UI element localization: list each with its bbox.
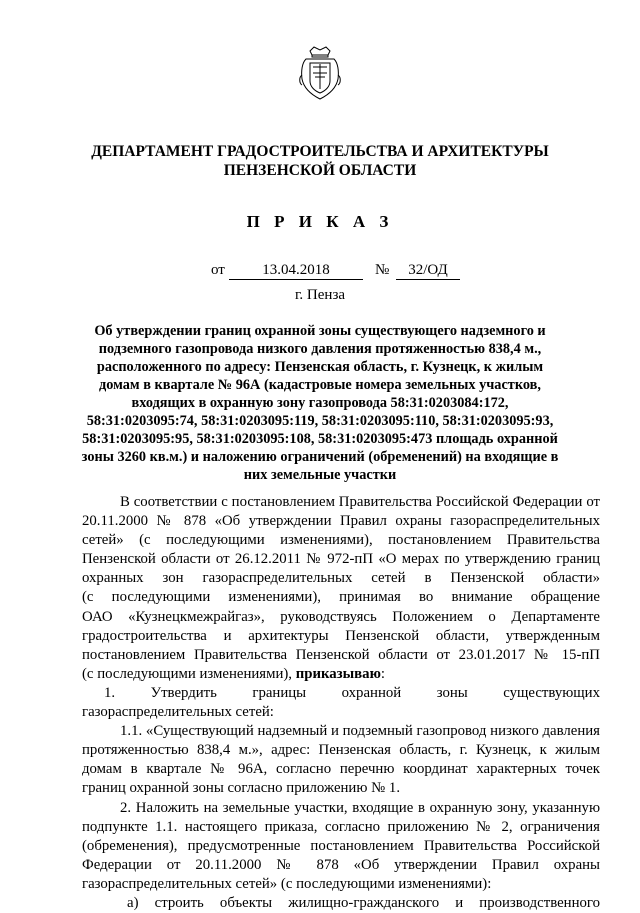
order-body [82,493,600,913]
coat-of-arms-emblem [298,45,342,101]
title-line: домам в квартале № 96А (кадастровые номера земельных участков, [99,377,541,393]
title-line: зоны 3260 кв.м.) и наложению ограничений (обременений) на входящие в [81,449,559,465]
body-line: постановлением Правительства Пензенской области от 23.01.2017 № 15-пП [82,646,600,663]
body-line: (обременения), предусмотренные постановлением Правительства Российской [82,837,600,854]
body-line: протяженностью 838,4 м.», адрес: Пензенская область, г. Кузнецк, к жилым [82,742,600,759]
body-line: охранных зон газораспределительных сетей в Пензенской области» [82,570,600,587]
title-line: 58:31:0203095:95, 58:31:0203095:108, 58:31:0203095:473 площадь охранной [82,431,558,447]
title-line: подземного газопровода низкого давления протяженностью 838,4 м., [98,341,542,357]
order-heading: П Р И К А З [246,212,394,231]
title-line: входящих в охранную зону газопровода 58:31:0203084:172, [131,395,509,411]
title-line: них земельные участки [243,467,397,483]
order-date: 13.04.2018 [229,262,363,280]
body-line: а) строить объекты жилищно-гражданского и производственного [127,894,600,911]
body-line: газораспределительных сетей» (с последующими изменениями): [82,875,492,892]
department-name-line1: ДЕПАРТАМЕНТ ГРАДОСТРОИТЕЛЬСТВА И АРХИТЕКТУРЫ [91,143,549,160]
body-line: газораспределительных сетей: [82,704,274,721]
order-title [80,322,560,484]
body-line: 20.11.2000 № 878 «Об утверждении Правил охраны газораспределительных [82,513,600,530]
body-line: сетей» (с последующими изменениями), постановлением Правительства [82,532,600,549]
body-line: 2. Наложить на земельные участки, входящие в охранную зону, указанную [120,799,600,816]
body-line: (с последующими изменениями), [82,665,296,682]
from-label: от [211,262,225,278]
body-line: (с последующими изменениями), принимая во внимание обращение [82,589,600,606]
order-number: 32/ОД [396,262,460,280]
body-line: границ охранной зоны согласно приложению № 1. [82,780,401,797]
body-line: ОАО «Кузнецкмежрайгаз», руководствуясь Положением о Департаменте [82,608,600,625]
title-line: 58:31:0203095:74, 58:31:0203095:119, 58:31:0203095:110, 58:31:0203095:93, [86,413,554,429]
title-line: расположенного по адресу: Пензенская область, г. Кузнецк, к жилым [96,359,544,375]
department-name-line2: ПЕНЗЕНСКОЙ ОБЛАСТИ [223,162,417,179]
city-label: г. Пенза [294,287,346,303]
body-line-with-bold [82,665,600,684]
body-line: Федерации от 20.11.2000 № 878 «Об утверждении Правил охраны [82,856,600,873]
body-line: В соответствии с постановлением Правительства Российской Федерации от [120,494,600,510]
body-line: домам в квартале № 96А, согласно перечню координат характерных точек [82,761,600,778]
body-line: подпункте 1.1. настоящего приказа, согласно приложению № 2, ограничения [82,818,600,835]
title-line: Об утверждении границ охранной зоны существующего надземного и [94,323,546,339]
body-line: Пензенской области от 26.12.2011 № 972-пП «О мерах по утверждению границ [82,551,600,568]
body-line: 1. Утвердить границы охранной зоны существующих [104,684,600,701]
bold-suffix: : [380,665,386,682]
body-line: 1.1. «Существующий надземный и подземный газопровод низкого давления [120,723,600,740]
number-label: № [375,262,390,278]
bold-order-word: приказываю [295,665,381,682]
body-line: градостроительства и архитектуры Пензенской области, утвержденным [82,627,600,644]
